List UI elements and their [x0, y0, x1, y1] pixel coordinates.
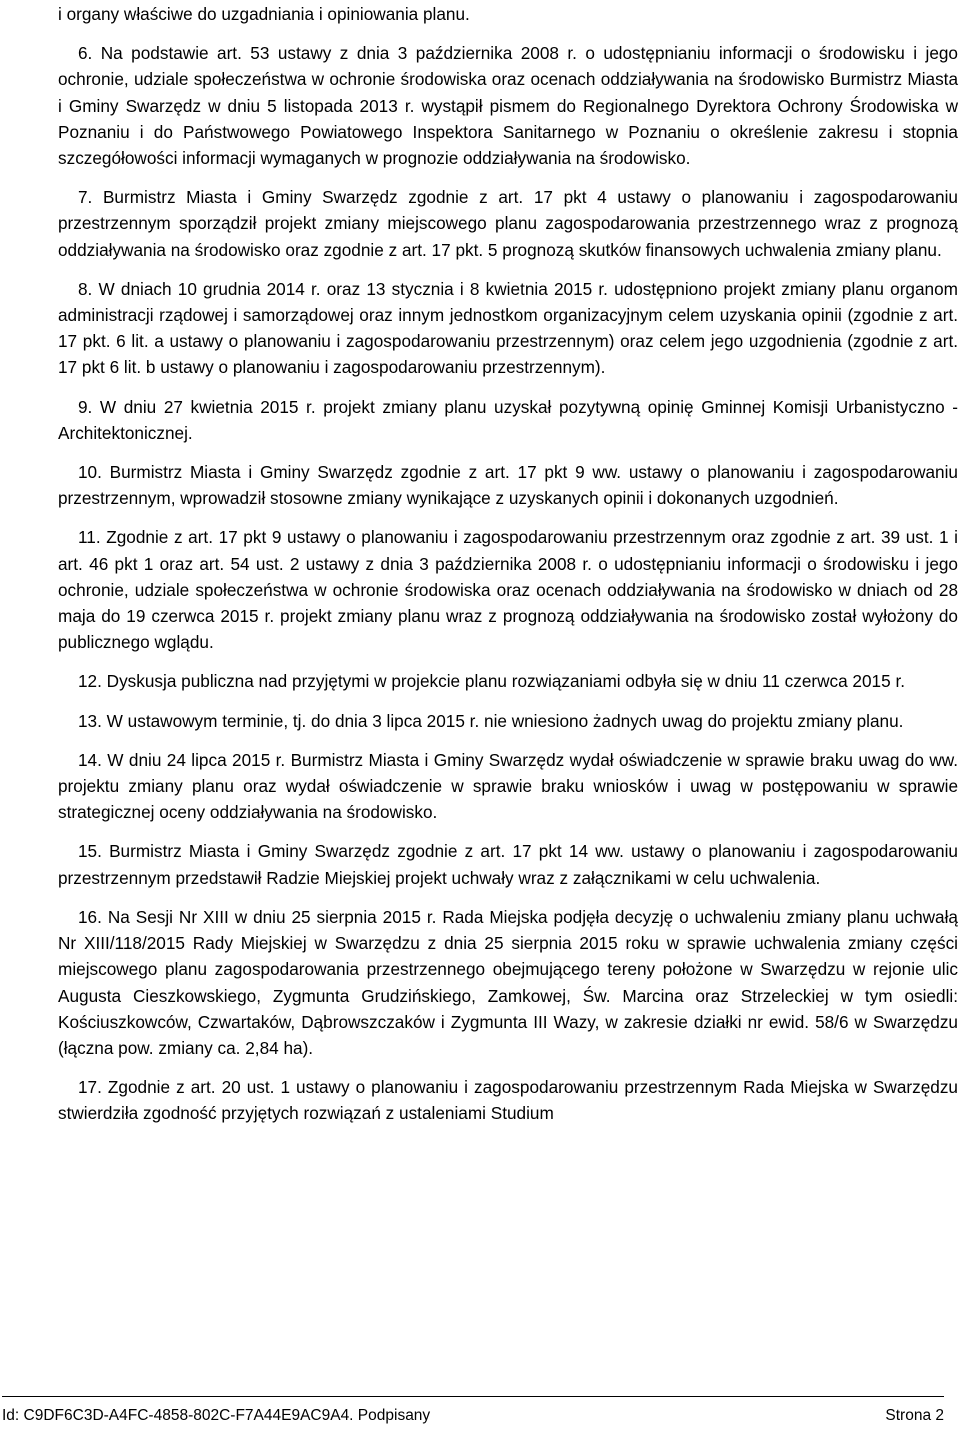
paragraph-12: 12. Dyskusja publiczna nad przyjętymi w projekcie planu rozwiązaniami odbyła się w dniu 11 czerwca 2015 r. [78, 671, 905, 692]
paragraph-9: 9. W dniu 27 kwietnia 2015 r. projekt zmiany planu uzyskał pozytywną opinię Gminnej Komisji Urbanistyczno - Architektonicznej. [58, 396, 958, 443]
paragraph-13: 13. W ustawowym terminie, tj. do dnia 3 lipca 2015 r. nie wniesiono żadnych uwag do projektu zmiany planu. [78, 710, 904, 731]
paragraph-8: 8. W dniach 10 grudnia 2014 r. oraz 13 stycznia i 8 kwietnia 2015 r. udostępniono projekt zmiany planu organom administracji rządowej i samorządowej oraz innym jednostkom organizacyjnym celem uzyskania opinii (zgodnie z art. 17 pkt. 6 lit. a ustawy o planowaniu i zagospodarowaniu przestrzennym) oraz celem jego uzgodnienia (zgodnie z art. 17 pkt 6 lit. b ustawy o planowaniu i zagospodarowaniu przestrzennym). [58, 278, 958, 378]
paragraph-6: 6. Na podstawie art. 53 ustawy z dnia 3 października 2008 r. o udostępnianiu informacji o środowisku i jego ochronie, udziale społeczeństwa w ochronie środowiska oraz ocenach oddziaływania na środowisko Burmistrz Miasta i Gminy Swarzędz w dniu 5 listopada 2013 r. wystąpił pismem do Regionalnego Dyrektora Ochrony Środowiska w Poznaniu i do Państwowego Powiatowego Inspektora Sanitarnego w Poznaniu o określenie zakresu i stopnia szczegółowości informacji wymaganych w prognozie oddziaływania na środowisko. [58, 43, 958, 169]
paragraph-continuation: i organy właściwe do uzgadniania i opiniowania planu. [58, 4, 470, 24]
paragraph-16: 16. Na Sesji Nr XIII w dniu 25 sierpnia 2015 r. Rada Miejska podjęła decyzję o uchwaleniu zmiany planu uchwałą Nr XIII/118/2015 Rady Miejskiej w Swarzędzu z dnia 25 sierpnia 2015 roku w sprawie uchwalenia zmiany części miejscowego planu zagospodarowania przestrzennego obejmującego tereny położone w Swarzędzu w rejonie ulic Augusta Cieszkowskiego, Zygmunta Grudzińskiego, Zamkowej, Św. Marcina oraz Strzeleckiej w tym osiedli: Kościuszkowców, Czwartaków, Dąbrowszczaków i Zygmunta III Wazy, w zakresie działki nr ewid. 58/6 w Swarzędzu (łączna pow. zmiany ca. 2,84 ha). [58, 906, 958, 1058]
paragraph-7: 7. Burmistrz Miasta i Gminy Swarzędz zgodnie z art. 17 pkt 4 ustawy o planowaniu i zagospodarowaniu przestrzennym sporządził projekt zmiany miejscowego planu zagospodarowania przestrzennego wraz z prognozą oddziaływania na środowisko oraz zgodnie z art. 17 pkt. 5 prognozą skutków finansowych uchwalenia zmiany planu. [58, 187, 958, 260]
paragraph-15: 15. Burmistrz Miasta i Gminy Swarzędz zgodnie z art. 17 pkt 14 ww. ustawy o planowaniu i zagospodarowaniu przestrzennym przedstawił Radzie Miejskiej projekt uchwały wraz z załącznikami w celu uchwalenia. [58, 841, 958, 888]
page-number: Strona 2 [885, 1407, 944, 1424]
document-id: Id: C9DF6C3D-A4FC-4858-802C-F7A44E9AC9A4. Podpisany [2, 1407, 431, 1424]
paragraph-10: 10. Burmistrz Miasta i Gminy Swarzędz zgodnie z art. 17 pkt 9 ww. ustawy o planowaniu i zagospodarowaniu przestrzennym, wprowadził stosowne zmiany wynikające z uzyskanych opinii i dokonanych uzgodnień. [58, 462, 958, 509]
paragraph-11: 11. Zgodnie z art. 17 pkt 9 ustawy o planowaniu i zagospodarowaniu przestrzennym oraz zgodnie z art. 39 ust. 1 i art. 46 pkt 1 oraz art. 54 ust. 2 ustawy z dnia 3 października 2008 r. o udostępnianiu informacji o środowisku i jego ochronie, udziale społeczeństwa w ochronie środowiska oraz ocenach oddziaływania na środowisko w dniach od 28 maja do 19 czerwca 2015 r. projekt zmiany planu wraz z prognozą oddziaływania na środowisko został wyłożony do publicznego wglądu. [58, 527, 958, 653]
document-page [58, 0, 958, 1140]
page-footer [2, 1396, 944, 1425]
paragraph-14: 14. W dniu 24 lipca 2015 r. Burmistrz Miasta i Gminy Swarzędz wydał oświadczenie w sprawie braku uwag do ww. projektu zmiany planu oraz wydał oświadczenie w sprawie braku wniosków i uwag w postępowaniu w sprawie strategicznej oceny oddziaływania na środowisko. [58, 749, 958, 823]
paragraph-17: 17. Zgodnie z art. 20 ust. 1 ustawy o planowaniu i zagospodarowaniu przestrzennym Rada Miejska w Swarzędzu stwierdziła zgodność przyjętych rozwiązań z ustaleniami Studium [58, 1077, 958, 1124]
